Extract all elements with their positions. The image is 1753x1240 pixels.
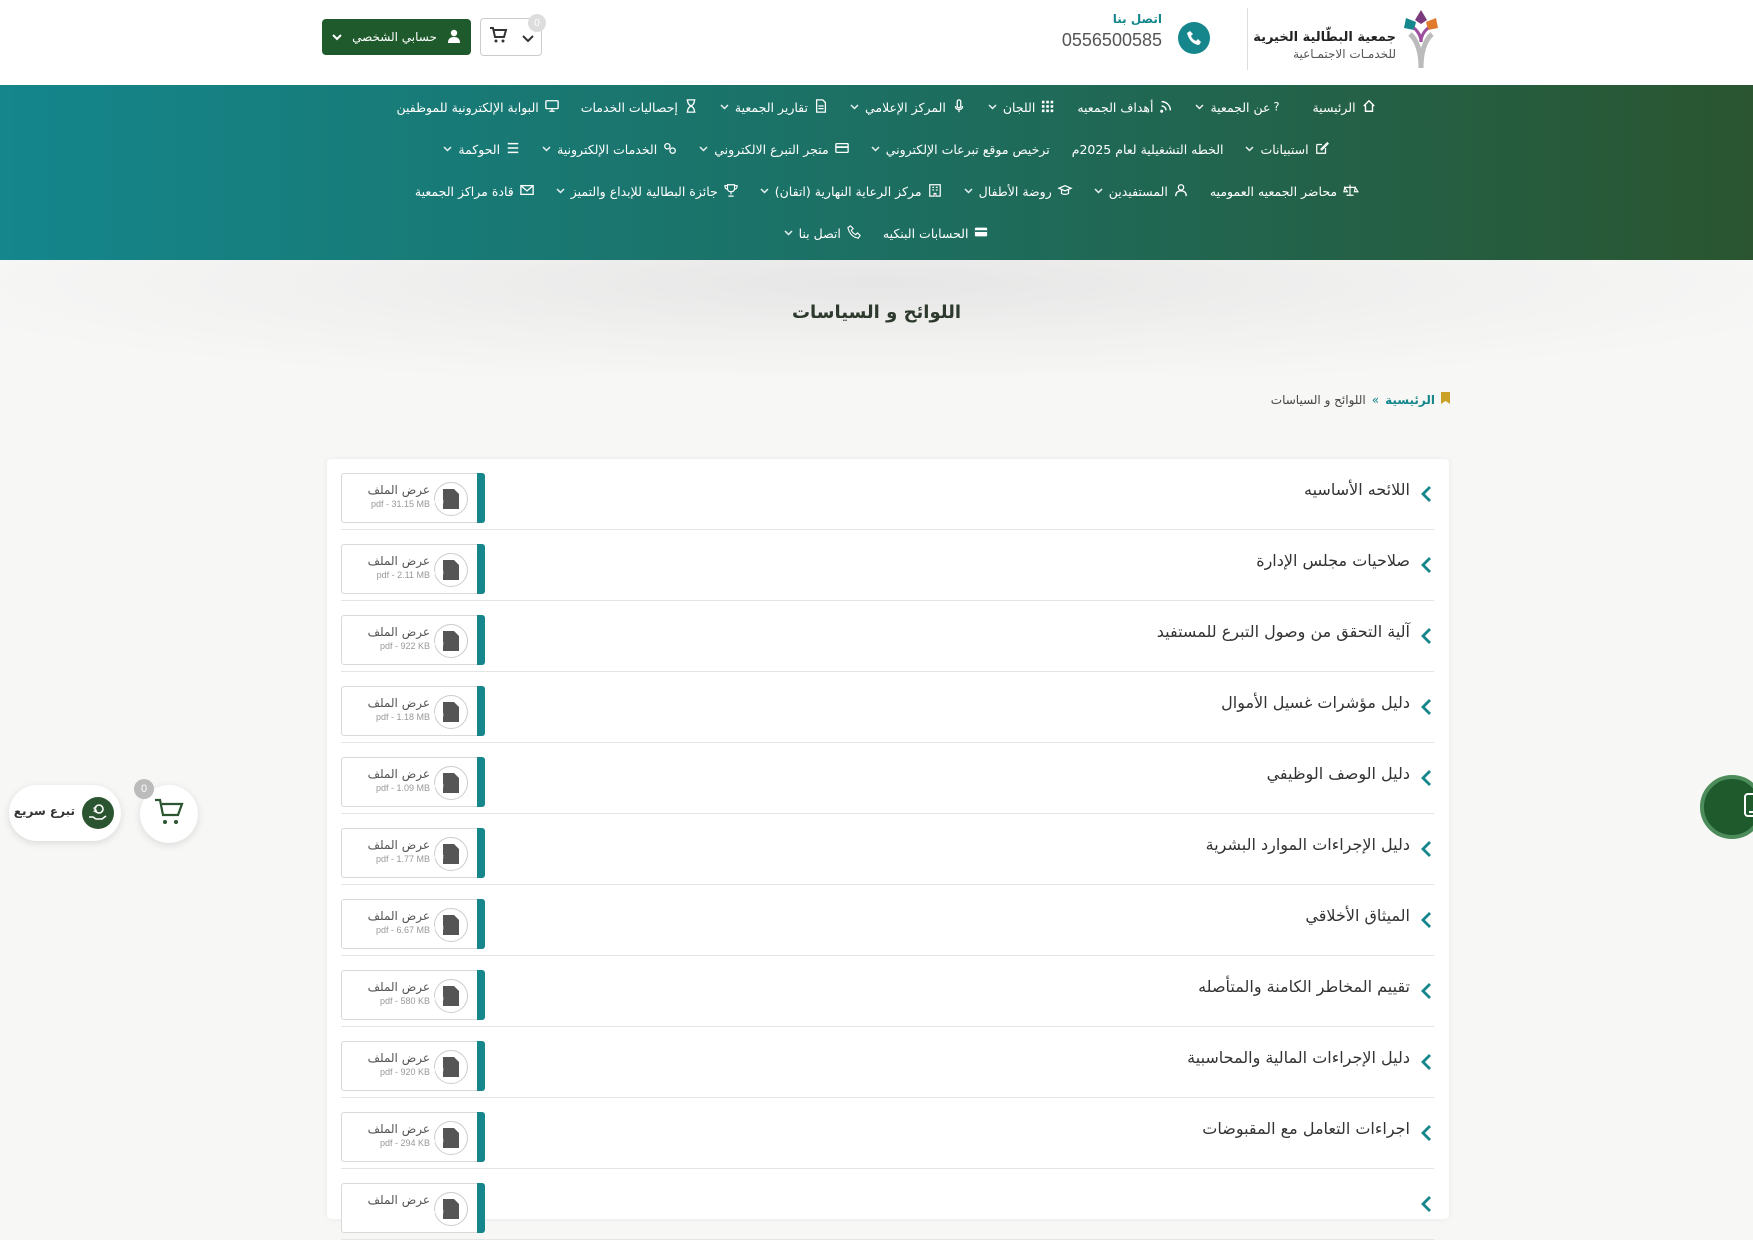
monitor-icon (545, 99, 559, 116)
nav-item[interactable] (883, 225, 989, 242)
pdf-file-icon (431, 766, 468, 800)
document-row[interactable] (341, 956, 1434, 1027)
chevron-down-icon (1195, 103, 1204, 113)
quick-donate-label: تبرع سريع (13, 804, 75, 818)
site-logo[interactable] (1253, 2, 1450, 74)
document-row[interactable] (341, 1098, 1434, 1169)
chevron-down-icon (760, 187, 769, 197)
contact-phone[interactable]: 0556500585 (1061, 30, 1162, 50)
file-size: pdf - 1.18 MB (375, 712, 430, 722)
chevron-down-icon (332, 30, 342, 44)
user-icon (447, 29, 461, 46)
pdf-file-icon (431, 1121, 468, 1155)
nav-item[interactable] (415, 183, 534, 200)
view-file-button[interactable] (341, 1183, 485, 1233)
nav-item[interactable] (760, 183, 942, 200)
phone-icon (1178, 22, 1210, 54)
user-icon (1174, 183, 1188, 200)
nav-item[interactable] (542, 141, 677, 158)
scale-icon (1343, 183, 1357, 200)
pdf-file-icon (431, 482, 468, 516)
nav-item-label: قادة مراكز الجمعية (414, 184, 514, 199)
chevron-left-icon (1420, 1053, 1434, 1071)
document-title: اللائحه الأساسيه (1304, 480, 1410, 499)
view-file-label: عرض الملف (367, 696, 430, 710)
nav-item-label: الخطه التشغيلية لعام 2025م (1071, 142, 1224, 157)
view-file-label: عرض الملف (367, 483, 430, 497)
grid-icon (1041, 99, 1055, 116)
file-size: pdf - 922 KB (379, 641, 430, 651)
documents-panel (327, 459, 1449, 1219)
pdf-file-icon (431, 837, 468, 871)
pdf-file-icon (431, 1050, 468, 1084)
chevron-down-icon (1245, 145, 1254, 155)
document-row[interactable] (341, 1027, 1434, 1098)
document-row[interactable] (341, 459, 1434, 530)
chevron-down-icon (784, 229, 793, 239)
nav-item-label: اللجان (1002, 100, 1036, 115)
view-file-label: عرض الملف (367, 1193, 430, 1207)
nav-item[interactable] (1312, 99, 1375, 116)
file-size: pdf - 920 KB (379, 1067, 430, 1077)
chevron-left-icon (1420, 485, 1434, 503)
chevron-left-icon (1420, 1124, 1434, 1142)
nav-item-label: متجر التبرع الالكتروني (714, 142, 829, 157)
nav-item-label: تقارير الجمعية (734, 100, 808, 115)
view-file-button[interactable] (341, 757, 485, 807)
header-cart-count: 0 (528, 14, 546, 32)
hourglass-icon (684, 99, 698, 116)
svg-text:PDF: PDF (431, 784, 444, 791)
double-chevron-icon: » (1371, 392, 1380, 407)
donate-hand-icon (82, 797, 114, 829)
document-title: الميثاق الأخلاقي (1305, 906, 1410, 925)
nav-item[interactable] (1195, 99, 1290, 116)
document-row[interactable] (341, 814, 1434, 885)
quick-donate-button[interactable] (9, 785, 121, 841)
svg-text:$: $ (93, 807, 97, 814)
svg-text:PDF: PDF (431, 1210, 444, 1217)
graduation-icon (1058, 183, 1072, 200)
chevron-down-icon (964, 187, 973, 197)
nav-item-label: ترخيص موقع تبرعات الإلكتروني (885, 142, 1050, 157)
phone-icon (847, 225, 861, 242)
pdf-file-icon (431, 553, 468, 587)
chevron-left-icon (1420, 627, 1434, 645)
nav-item-label: عن الجمعية (1210, 100, 1271, 115)
chevron-down-icon (542, 145, 551, 155)
view-file-label: عرض الملف (367, 767, 430, 781)
file-size: pdf - 1.77 MB (375, 854, 430, 864)
nav-item-label: البوابة الإلكترونية للموظفين (396, 100, 539, 115)
pdf-file-icon (431, 624, 468, 658)
nav-item-label: إحصاليات الخدمات (580, 100, 678, 115)
nav-item[interactable] (720, 99, 828, 116)
chevron-left-icon (1420, 1195, 1434, 1213)
document-title: دليل الإجراءات الموارد البشرية (1205, 835, 1410, 854)
chevron-left-icon (1420, 769, 1434, 787)
nav-row-4 (322, 225, 1450, 242)
nav-item[interactable] (988, 99, 1055, 116)
nav-item-label: المستفيدين (1108, 184, 1168, 199)
document-title: دليل مؤشرات غسيل الأموال (1221, 693, 1410, 712)
svg-text:PDF: PDF (431, 855, 444, 862)
card-icon (835, 141, 849, 158)
nav-item-label: المركز الإعلامي (864, 100, 946, 115)
chevron-left-icon (1420, 556, 1434, 574)
view-file-button[interactable] (341, 544, 485, 594)
top-header (0, 0, 1753, 85)
pdf-file-icon (431, 979, 468, 1013)
chevron-down-icon (720, 103, 729, 113)
contact-label: اتصل بنا (1112, 12, 1162, 26)
svg-text:PDF: PDF (431, 926, 444, 933)
nav-item-label: استبيانات (1260, 142, 1309, 157)
pdf-file-icon (431, 695, 468, 729)
cart-icon (154, 798, 184, 830)
file-icon (814, 99, 828, 116)
nav-item-label: الرئيسية (1312, 100, 1356, 115)
my-account-button[interactable] (322, 19, 471, 55)
bank-card-icon (974, 225, 988, 242)
file-size: pdf - 2.11 MB (376, 570, 430, 580)
nav-item[interactable] (443, 141, 520, 158)
view-file-button[interactable] (341, 970, 485, 1020)
nav-item[interactable] (581, 99, 698, 116)
view-file-button[interactable] (341, 828, 485, 878)
header-divider (1247, 8, 1248, 70)
trophy-icon (724, 183, 738, 200)
document-title: تقييم المخاطر الكامنة والمتأصله (1198, 977, 1410, 996)
document-row[interactable] (341, 530, 1434, 601)
nav-item[interactable] (396, 99, 558, 116)
nav-item[interactable] (784, 225, 861, 242)
cart-icon (489, 27, 507, 47)
svg-text:PDF: PDF (431, 997, 444, 1004)
view-file-label: عرض الملف (367, 625, 430, 639)
document-title: آلية التحقق من وصول التبرع للمستفيد (1156, 622, 1410, 641)
file-size: pdf - 1.09 MB (375, 783, 430, 793)
view-file-button[interactable] (341, 686, 485, 736)
view-file-label: عرض الملف (367, 980, 430, 994)
nav-item-label: الحوكمة (458, 142, 501, 157)
chevron-down-icon (699, 145, 708, 155)
nav-item-label: جائزة البطالية للإبداع والتميز (570, 184, 718, 199)
nav-item[interactable] (1210, 183, 1357, 200)
question-icon (1273, 99, 1290, 116)
nav-item-label: أهداف الجمعيه (1077, 100, 1154, 115)
svg-text:PDF: PDF (431, 713, 444, 720)
chevron-down-icon (871, 145, 880, 155)
chevron-left-icon (1420, 840, 1434, 858)
bookmark-icon (1441, 392, 1450, 407)
document-row[interactable] (341, 743, 1434, 814)
gears-icon (663, 141, 677, 158)
header-contact[interactable] (1062, 12, 1210, 51)
view-file-button[interactable] (341, 1112, 485, 1162)
nav-item[interactable] (850, 99, 966, 116)
mail-icon (520, 183, 534, 200)
rss-icon (1159, 99, 1173, 116)
floating-cart-count: 0 (134, 779, 154, 799)
list-icon (506, 141, 520, 158)
file-size: pdf - 294 KB (379, 1138, 430, 1148)
document-title: دليل الوصف الوظيفي (1266, 764, 1410, 783)
mobile-phone-icon (1744, 793, 1753, 821)
file-size: pdf - 580 KB (379, 996, 430, 1006)
nav-item-label: اتصل بنا (798, 226, 841, 241)
chevron-down-icon (556, 187, 565, 197)
file-size: pdf - 31.15 MB (370, 499, 430, 509)
document-title: اجراءات التعامل مع المقبوضات (1202, 1119, 1410, 1138)
view-file-label: عرض الملف (367, 1122, 430, 1136)
chevron-down-icon (1094, 187, 1103, 197)
document-row[interactable] (341, 885, 1434, 956)
view-file-button[interactable] (341, 1041, 485, 1091)
svg-text:PDF: PDF (431, 1068, 444, 1075)
microphone-icon (952, 99, 966, 116)
logo-mark-icon (1392, 2, 1450, 72)
home-icon (1362, 99, 1376, 116)
nav-row-3 (322, 183, 1450, 200)
nav-item[interactable] (1072, 141, 1224, 158)
pdf-file-icon (431, 908, 468, 942)
main-navigation (0, 85, 1753, 260)
nav-item[interactable] (699, 141, 848, 158)
view-file-button[interactable] (341, 473, 485, 523)
org-subtitle: للخدمـات الاجتمـاعية (1293, 47, 1396, 61)
chevron-left-icon (1420, 982, 1434, 1000)
nav-item-label: مركز الرعاية النهارية (اتقان) (774, 184, 922, 199)
chevron-left-icon (1420, 698, 1434, 716)
view-file-button[interactable] (341, 899, 485, 949)
building-icon (928, 183, 942, 200)
nav-item[interactable] (556, 183, 738, 200)
chevron-down-icon (443, 145, 452, 155)
nav-row-1 (322, 99, 1450, 116)
nav-item-label: الحسابات البنكيه (882, 226, 969, 241)
chevron-down-icon (850, 103, 859, 113)
breadcrumb-current: اللوائح و السياسات (1270, 392, 1366, 407)
view-file-label: عرض الملف (367, 1051, 430, 1065)
file-size: pdf - 6.67 MB (375, 925, 430, 935)
nav-item[interactable] (964, 183, 1072, 200)
breadcrumb (1271, 392, 1450, 407)
document-title: صلاحيات مجلس الإدارة (1256, 551, 1410, 570)
mobile-app-button[interactable] (1700, 775, 1753, 839)
document-row[interactable] (341, 1169, 1434, 1240)
document-title: دليل الإجراءات المالية والمحاسبية (1187, 1048, 1410, 1067)
view-file-label: عرض الملف (367, 909, 430, 923)
view-file-label: عرض الملف (367, 554, 430, 568)
document-row[interactable] (341, 601, 1434, 672)
my-account-label: حسابي الشخصي (352, 30, 437, 44)
svg-text:?: ? (1273, 99, 1280, 114)
chevron-down-icon (988, 103, 997, 113)
nav-item[interactable] (1245, 141, 1328, 158)
nav-item-label: محاضر الجمعيه العموميه (1209, 184, 1338, 199)
nav-item[interactable] (871, 141, 1050, 158)
svg-text:PDF: PDF (431, 1139, 444, 1146)
pdf-file-icon (431, 1192, 468, 1226)
chevron-left-icon (1420, 911, 1434, 929)
page-title: اللوائح و السياسات (791, 302, 962, 323)
svg-text:PDF: PDF (431, 571, 444, 578)
view-file-button[interactable] (341, 615, 485, 665)
nav-item[interactable] (1077, 99, 1173, 116)
nav-row-2 (322, 141, 1450, 158)
svg-text:PDF: PDF (431, 642, 444, 649)
document-row[interactable] (341, 672, 1434, 743)
edit-icon (1315, 141, 1329, 158)
svg-text:PDF: PDF (431, 500, 444, 507)
nav-item-label: روضة الأطفال (978, 184, 1052, 199)
breadcrumb-home-link[interactable]: الرئيسية (1385, 392, 1435, 407)
nav-item-label: الخدمات الإلكترونية (557, 142, 658, 157)
nav-item[interactable] (1094, 183, 1188, 200)
org-name: جمعية البطّالية الخيرية (1253, 30, 1396, 45)
view-file-label: عرض الملف (367, 838, 430, 852)
